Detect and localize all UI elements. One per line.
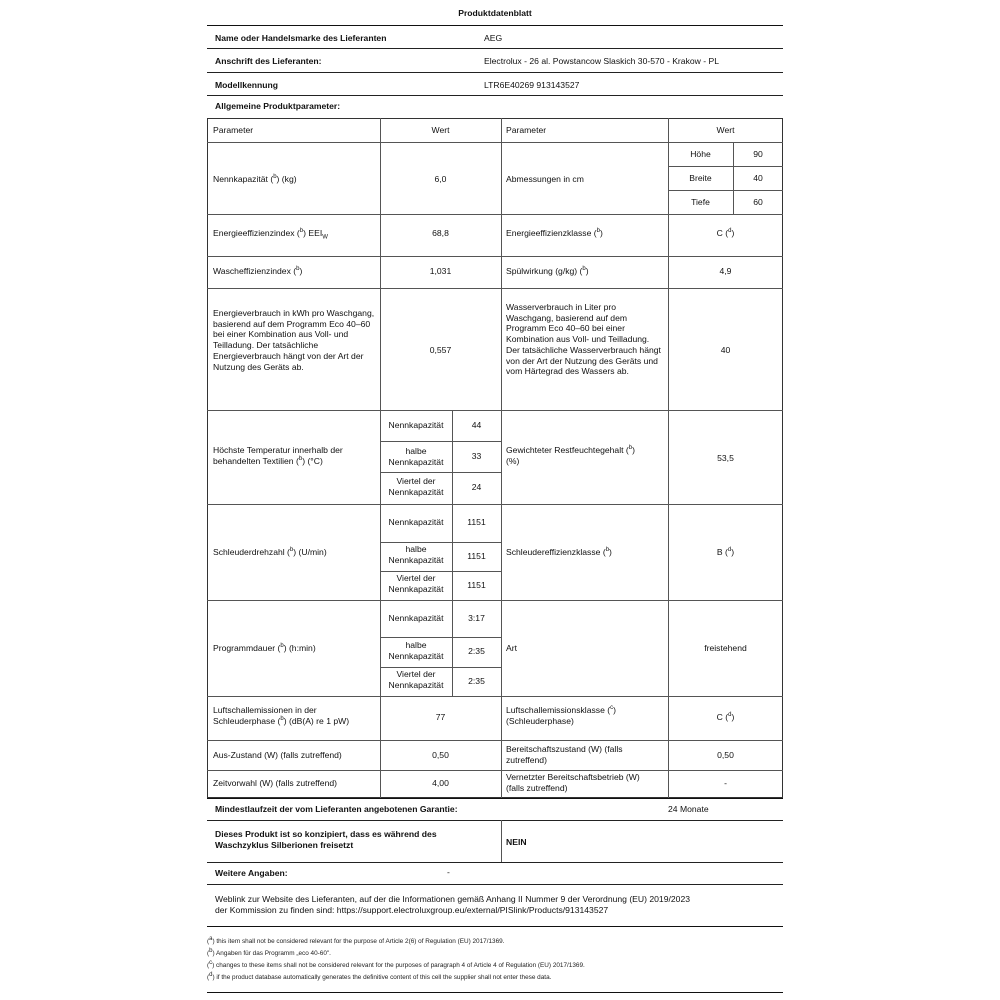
type-label: Art	[506, 643, 517, 653]
temp-label: Höchste Temperatur innerhalb der behandelten Textilien ($^b$) (°C)	[213, 445, 343, 466]
delay-start-value: 4,00	[432, 778, 449, 788]
temp-full-value: 44	[471, 420, 482, 430]
moisture-label: Gewichteter Restfeuchtegehalt ($^b$) (%)	[506, 445, 635, 466]
spin-label: Schleuderdrehzahl ($^b$) (U/min)	[213, 547, 327, 557]
divider	[207, 884, 783, 885]
wash-eff-label: Wascheffizienzindex ($^b$)	[213, 266, 303, 276]
footnote-a: ($^a$) this item shall not be considered relevant for the purpose of Article 2(6) of Regulation (EU) 2017/1369.	[207, 935, 505, 945]
divider	[207, 798, 783, 799]
duration-full-label: Nennkapazität	[388, 613, 444, 623]
spin-full-label: Nennkapazität	[388, 517, 444, 527]
divider	[207, 820, 783, 821]
rinse-value: 4,9	[719, 266, 732, 276]
moisture-value: 53,5	[717, 453, 734, 463]
temp-quarter-label: Viertel der Nennkapazität	[388, 476, 444, 497]
depth-label: Tiefe	[691, 197, 710, 207]
rinse-label: Spülwirkung (g/kg) ($^b$)	[506, 266, 589, 276]
guarantee-value: 24 Monate	[668, 804, 709, 814]
energy-class-label: Energieeffizienzklasse ($^b$)	[506, 228, 603, 238]
water-consumption-value: 40	[720, 345, 731, 355]
duration-half-value: 2:35	[468, 646, 485, 656]
divider	[207, 862, 783, 863]
supplier-label: Name oder Handelsmarke des Lieferanten	[215, 33, 387, 43]
footnote-b: ($^b$) Angaben für das Programm „eco 40-60".	[207, 947, 331, 957]
duration-label: Programmdauer ($^b$) (h:min)	[213, 643, 316, 653]
duration-quarter-label: Viertel der Nennkapazität	[388, 669, 444, 690]
product-data-sheet	[207, 0, 783, 998]
energy-consumption-value: 0,557	[429, 345, 452, 355]
standby-label: Bereitschaftszustand (W) (falls zutreffend)	[506, 744, 623, 765]
width-value: 40	[753, 173, 763, 183]
spin-half-value: 1151	[467, 551, 486, 561]
col-header-value-left: Wert	[431, 125, 450, 135]
depth-value: 60	[753, 197, 763, 207]
weblink-text: Weblink zur Website des Lieferanten, auf der die Informationen gemäß Anhang II Nummer 9 der Verordnung (EU) 2019/2023 der Kommission zu finden sind: https://support.electroluxgroup.eu/external/PISlink/Products/913143527	[215, 894, 690, 915]
col-header-param-right: Parameter	[506, 125, 547, 135]
temp-full-label: Nennkapazität	[388, 420, 444, 430]
supplier-value: AEG	[484, 33, 503, 43]
duration-half-label: halbe Nennkapazität	[388, 640, 444, 661]
standby-value: 0,50	[717, 750, 734, 760]
eei-value: 68,8	[432, 228, 449, 238]
spin-quarter-label: Viertel der Nennkapazität	[388, 573, 444, 594]
further-info-value: -	[447, 867, 450, 877]
off-mode-label: Aus-Zustand (W) (falls zutreffend)	[213, 750, 342, 760]
footnote-c: ($^c$) changes to these items shall not be considered relevant for the purposes of paragraph 4 of Article 4 of Regulation (EU) 2017/1369.	[207, 959, 585, 969]
sheet-title: Produktdatenblatt	[458, 8, 532, 18]
divider	[207, 95, 783, 96]
delay-start-label: Zeitvorwahl (W) (falls zutreffend)	[213, 778, 338, 788]
model-value: LTR6E40269 913143527	[484, 80, 580, 90]
noise-class-value: C ($^d$)	[716, 712, 735, 722]
energy-consumption-label: Energieverbrauch in kWh pro Waschgang, basierend auf dem Programm Eco 40–60 bei einer Kombination aus Voll- und Teilladung. Der tatsächliche Energieverbrauch hängt von der Art der Nutzung des Geräts ab.	[213, 308, 375, 372]
width-label: Breite	[689, 173, 712, 183]
height-label: Höhe	[690, 149, 711, 159]
temp-half-value: 33	[471, 451, 482, 461]
dimensions-label: Abmessungen in cm	[506, 174, 584, 184]
capacity-label: Nennkapazität ($^b$) (kg)	[213, 174, 297, 184]
networked-standby-label: Vernetzter Bereitschaftsbetrieb (W) (falls zutreffend)	[506, 772, 640, 793]
general-params-label: Allgemeine Produktparameter:	[215, 101, 341, 111]
noise-class-label: Luftschallemissionsklasse ($^c$) (Schleuderphase)	[506, 705, 616, 726]
divider	[207, 72, 783, 73]
spin-half-label: halbe Nennkapazität	[388, 544, 444, 565]
energy-class-value: C ($^d$)	[716, 228, 735, 238]
divider	[207, 926, 783, 927]
spin-class-value: B ($^d$)	[716, 547, 735, 557]
duration-full-value: 3:17	[468, 613, 485, 623]
networked-standby-value: -	[724, 778, 727, 788]
col-header-param-left: Parameter	[213, 125, 254, 135]
noise-value: 77	[435, 712, 446, 722]
height-value: 90	[753, 149, 763, 159]
noise-label: Luftschallemissionen in der Schleuderphase ($^b$) (dB(A) re 1 pW)	[213, 705, 350, 726]
duration-quarter-value: 2:35	[468, 676, 485, 686]
col-header-value-right: Wert	[716, 125, 735, 135]
silver-ions-value: NEIN	[506, 837, 527, 847]
type-value: freistehend	[704, 643, 747, 653]
spin-quarter-value: 1151	[467, 580, 486, 590]
address-value: Electrolux - 26 al. Powstancow Slaskich 30-570 - Krakow - PL	[484, 56, 719, 66]
spin-class-label: Schleudereffizienzklasse ($^b$)	[506, 547, 612, 557]
off-mode-value: 0,50	[432, 750, 449, 760]
divider	[207, 992, 783, 993]
further-info-label: Weitere Angaben:	[215, 868, 288, 878]
footnote-d: ($^d$) if the product database automatically generates the definitive content of this cell the supplier shall not enter these data.	[207, 971, 552, 981]
eei-label: Energieeffizienzindex ($^b$) $EEI_W$	[213, 228, 328, 241]
model-label: Modellkennung	[215, 80, 279, 90]
wash-eff-value: 1,031	[429, 266, 452, 276]
spin-full-value: 1151	[467, 517, 486, 527]
params-table	[207, 118, 783, 798]
capacity-value: 6,0	[434, 174, 447, 184]
temp-quarter-value: 24	[471, 482, 482, 492]
silver-ions-label: Dieses Produkt ist so konzipiert, dass es während des Waschzyklus Silberionen freisetzt	[215, 829, 437, 850]
water-consumption-label: Wasserverbrauch in Liter pro Waschgang, basierend auf dem Programm Eco 40–60 bei einer Kombination aus Voll- und Teilladung. Der tatsächliche Wasserverbrauch hängt von der Art der Nutzung des Geräts und vom Härtegrad des Wassers ab.	[506, 302, 661, 377]
divider	[207, 48, 783, 49]
temp-half-label: halbe Nennkapazität	[388, 446, 444, 467]
divider	[207, 25, 783, 26]
address-label: Anschrift des Lieferanten:	[215, 56, 322, 66]
guarantee-label: Mindestlaufzeit der vom Lieferanten angebotenen Garantie:	[215, 804, 458, 814]
